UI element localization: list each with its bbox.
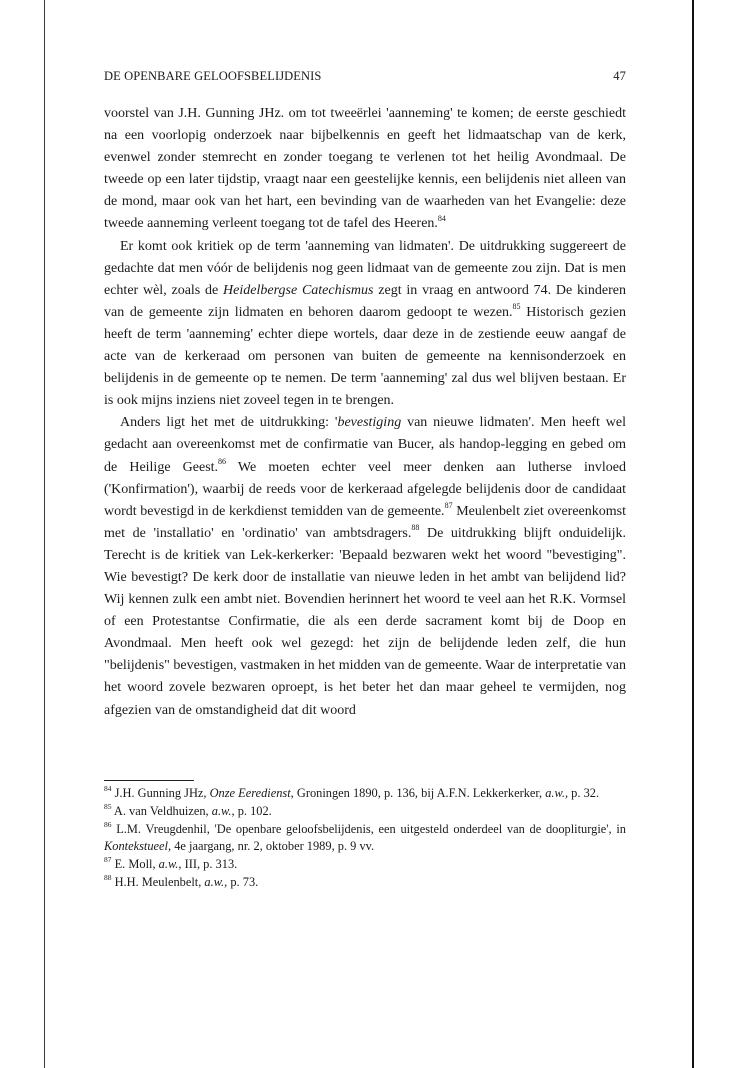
text-run: We moeten echter veel meer denken aan lutherse invloed ('Konfirmation'), waarbij de reeds voor de kerkeraad afgelegde belijdenis door de candidaat wordt bevestigd in de kerkdienst temidden van de gemeente. (104, 459, 626, 519)
running-head (104, 69, 626, 89)
footnote-number: 85 (104, 801, 112, 811)
text-run: Er komt ook kritiek op de term 'aanneming van lidmaten'. De uitdrukking suggereert de gedachte dat men vóór de belijdenis nog geen lidmaat van de gemeente zou zijn. Dat is men echter wèl, zoals de (104, 238, 626, 298)
book-page (104, 69, 626, 892)
paragraph (104, 412, 626, 721)
text-run: Groningen 1890, p. 136, bij A.F.N. Lekkerkerker, (293, 785, 546, 800)
footnote-number: 87 (104, 854, 112, 864)
footnote-ref: 86 (218, 456, 227, 466)
footnote-ref: 87 (444, 501, 453, 511)
text-run: Anders ligt het met de uitdrukking: ' (120, 415, 338, 431)
italic-text: a.w., (204, 874, 228, 889)
text-run: p. 73. (227, 874, 259, 889)
footnote-number: 88 (104, 872, 112, 882)
text-run: zegt in vraag en antwoord 74. De kinderen van de gemeente zijn lidmaten en behoren daarom gedoopt te wezen. (104, 282, 626, 320)
footnote-rule (104, 780, 194, 781)
paragraph (104, 236, 626, 413)
footnote (104, 874, 626, 891)
footnote (104, 856, 626, 873)
text-run: L.M. Vreugdenhil, 'De openbare geloofsbelijdenis, een uitgesteld onderdeel van de doopliturgie', in (111, 822, 626, 836)
text-run: H.H. Meulenbelt, (111, 874, 205, 889)
footnote-ref: 88 (411, 523, 420, 533)
text-run: J.H. Gunning JHz, (111, 785, 210, 800)
text-run: van nieuwe lidmaten'. Men heeft wel gedacht aan overeenkomst met de confirmatie van Bucer, als handop-legging en gebed om de Heilige Geest. (104, 415, 626, 475)
italic-text: a.w., (211, 803, 235, 818)
text-run: III, p. 313. (181, 856, 238, 871)
text-run: 4e jaargang, nr. 2, oktober 1989, p. 9 vv. (171, 838, 375, 853)
footnote (104, 803, 626, 820)
running-title: DE OPENBARE GELOOFSBELIJDENIS (104, 69, 322, 83)
italic-text: a.w., (158, 856, 182, 871)
body-text (104, 103, 626, 722)
footnotes (104, 785, 626, 891)
scan-edge-right (692, 0, 694, 1068)
text-run: p. 102. (234, 803, 272, 818)
text-run: Meulenbelt ziet overeenkomst met de 'installatio' en 'ordinatio' van ambtsdragers. (104, 503, 626, 541)
footnote (104, 785, 626, 802)
italic-text: bevestiging (337, 415, 402, 431)
footnote (104, 821, 626, 854)
footnote-ref: 85 (512, 302, 521, 312)
italic-text: Heidelbergse Catechismus (223, 282, 374, 298)
text-run: voorstel van J.H. Gunning JHz. om tot tweeërlei 'aanneming' te komen; de eerste geschiedt na een voorlopig onderzoek naar bijbelkennis en geeft het lidmaatschap van de kerk, evenwel zonder stemrecht en zonder toegang te verlenen tot het heilig Avondmaal. De tweede op een later tijdstip, vraagt naar een geestelijke kennis, een belijdenis niet alleen van de mond, maar ook van het hart, een bevinding van de waarheden van het Evangelie: deze tweede aanneming verleent toegang tot de tafel des Heeren. (104, 106, 626, 232)
paragraph (104, 103, 626, 236)
text-run: Historisch gezien heeft de term 'aanneming' echter diepe wortels, daar deze in de zestiende eeuw aangaf de acte van de kerkeraad om personen van buiten de gemeente na kennisonderzoek en belijdenis in de gemeente op te nemen. De term 'aanneming' zal dus wel blijven bestaan. Er is ook mijns inziens niet zoveel tegen in te brengen. (104, 304, 626, 409)
page-number: 47 (613, 69, 626, 83)
footnote-number: 86 (104, 819, 112, 829)
footnote-ref: 84 (437, 213, 446, 223)
scan-edge-left (44, 0, 45, 1068)
text-run: A. van Veldhuizen, (111, 803, 212, 818)
italic-text: a.w., (545, 785, 569, 800)
italic-text: Kontekstueel, (104, 838, 172, 853)
text-run: p. 32. (568, 785, 600, 800)
text-run: E. Moll, (111, 856, 159, 871)
footnote-number: 84 (104, 783, 112, 793)
text-run: De uitdrukking blijft onduidelijk. Terecht is de kritiek van Lek-kerkerker: 'Bepaald bezwaren wekt het woord "bevestiging". Wie bevestigt? De kerk door de installatie van nieuwe leden in het ambt van belijdend lid? Wij kennen zulk een ambt niet. Bovendien herinnert het woord te veel aan het R.K. Vormsel of een Protestantse Confirmatie, die als een derde sacrament komt bij de Doop en Avondmaal. Men heeft ook wel gezegd: het zijn de belijdende leden zelf, die hun "belijdenis" bevestigen, vastmaken in het midden van de gemeente. Waar de interpretatie van het woord zovele bezwaren oproept, is het beter het dan maar geheel te vermijden, nog afgezien van de omstandigheid dat dit woord (104, 525, 626, 718)
italic-text: Onze Eeredienst, (209, 785, 294, 800)
